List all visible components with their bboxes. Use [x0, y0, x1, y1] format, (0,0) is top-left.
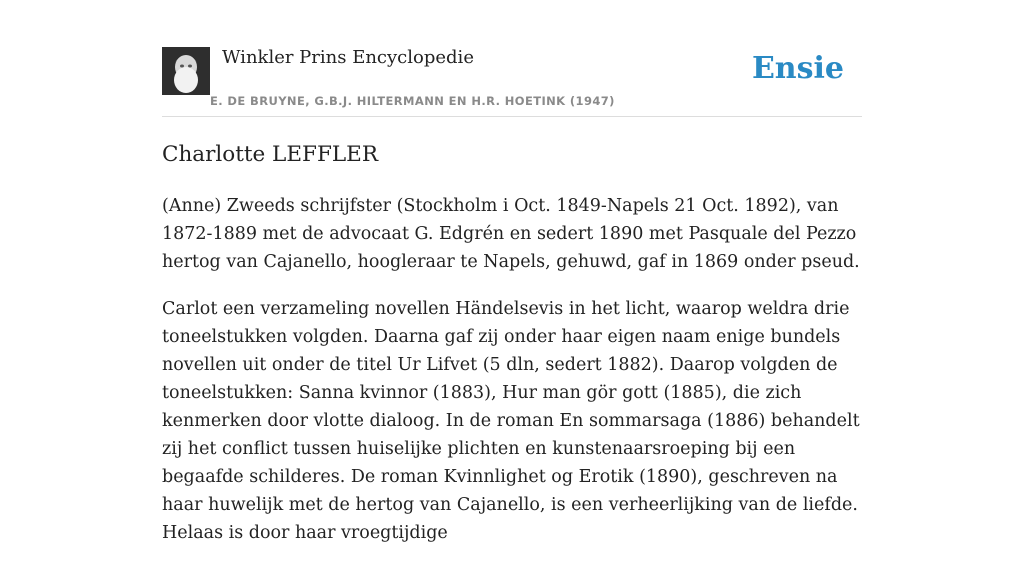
article-title: Charlotte LEFFLER [162, 142, 379, 167]
avatar[interactable] [162, 47, 210, 95]
article-body [162, 192, 862, 566]
article-paragraph: (Anne) Zweeds schrijfster (Stockholm i Oct. 1849-Napels 21 Oct. 1892), van 1872-1889 met de advocaat G. Edgrén en sedert 1890 met Pasquale del Pezzo hertog van Cajanello, hoogleraar te Napels, gehuwd, gaf in 1869 onder pseud. [162, 196, 860, 272]
ensie-logo[interactable]: Ensie [751, 51, 844, 86]
author-portrait-icon [162, 47, 210, 95]
source-title[interactable]: Winkler Prins Encyclopedie [222, 47, 474, 68]
page [162, 0, 862, 543]
article-paragraph: Carlot een verzameling novellen Händelsevis in het licht, waarop weldra drie toneelstukken volgden. Daarna gaf zij onder haar eigen naam enige bundels novellen uit onder de titel Ur Lifvet (5 dln, sedert 1882). Daarop volgden de toneelstukken: Sanna kvinnor (1883), Hur man gör gott (1885), die zich kenmerken door vlotte dialoog. In de roman En sommarsaga (1886) behandelt zij het conflict tussen huiselijke plichten en kunstenaarsroeping bij een begaafde schilderes. De roman Kvinnlighet og Erotik (1890), geschreven na haar huwelijk met de hertog van Cajanello, is een verheerlijking van de liefde. Helaas is door haar vroegtijdige [162, 299, 860, 543]
source-authors: E. DE BRUYNE, G.B.J. HILTERMANN EN H.R. HOETINK (1947) [210, 94, 615, 108]
source-header [162, 0, 862, 117]
